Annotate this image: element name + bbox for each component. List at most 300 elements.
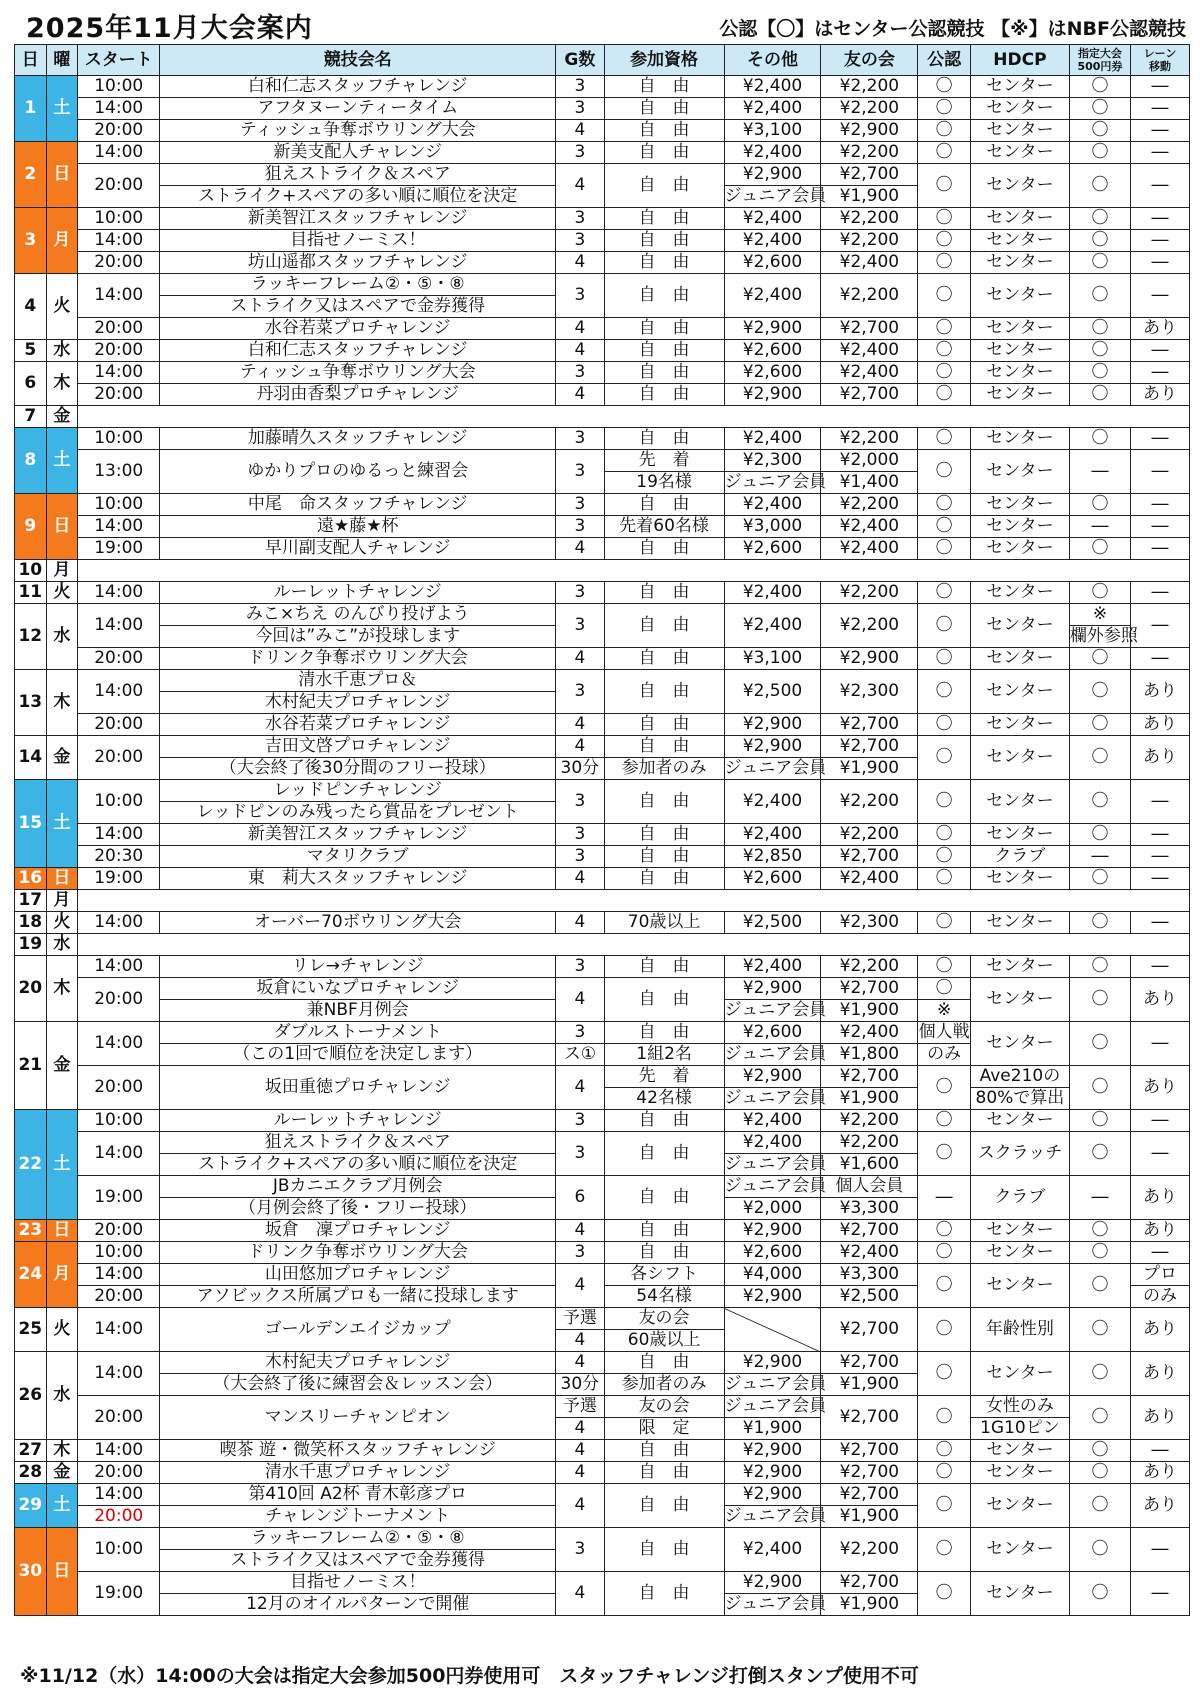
- table-cell: 自 由: [604, 538, 724, 560]
- table-row: [15, 340, 1190, 362]
- table-cell: 土: [46, 76, 78, 142]
- table-cell: ¥2,900: [724, 1352, 821, 1374]
- table-cell: 自 由: [604, 164, 724, 208]
- table-cell: ストライク又はスペアで金券獲得: [160, 296, 556, 318]
- table-cell: のみ: [1130, 1286, 1189, 1308]
- table-cell: 日: [46, 1528, 78, 1616]
- table-cell: 26: [15, 1352, 47, 1440]
- table-cell: センター: [970, 604, 1069, 648]
- table-cell: ¥3,100: [724, 648, 821, 670]
- table-cell: 3: [556, 582, 604, 604]
- table-cell: ―: [1130, 1440, 1189, 1462]
- table-cell: 20:00: [78, 252, 160, 274]
- table-cell: ¥3,100: [724, 120, 821, 142]
- table-cell: 金: [46, 406, 78, 428]
- table-row: [15, 98, 1190, 120]
- table-cell: ―: [1130, 428, 1189, 450]
- table-cell: ¥2,400: [724, 1132, 821, 1154]
- table-cell: ―: [1130, 230, 1189, 252]
- table-cell: センター: [970, 142, 1069, 164]
- table-cell: 〇: [1069, 230, 1130, 252]
- table-cell: ―: [1069, 450, 1130, 494]
- table-cell: ¥1,900: [821, 1594, 918, 1616]
- table-cell: 〇: [918, 1220, 971, 1242]
- table-cell: 〇: [1069, 1066, 1130, 1110]
- table-cell: 先 着: [604, 1066, 724, 1088]
- header-member-fee: 友の会: [821, 45, 918, 76]
- table-cell: ―: [918, 1176, 971, 1220]
- table-cell: 4: [556, 1330, 604, 1352]
- table-cell: （大会終了後に練習会＆レッスン会）: [160, 1374, 556, 1396]
- table-cell: 14:00: [78, 1132, 160, 1176]
- table-cell: ¥2,400: [724, 230, 821, 252]
- table-cell: 第410回 A2杯 青木彰彦プロ: [160, 1484, 556, 1506]
- table-cell: 自 由: [604, 76, 724, 98]
- table-cell: 22: [15, 1110, 47, 1220]
- table-cell: 水谷若菜プロチャレンジ: [160, 714, 556, 736]
- table-cell: ―: [1130, 846, 1189, 868]
- table-cell: 水: [46, 934, 78, 956]
- table-cell: 14:00: [78, 1440, 160, 1462]
- table-cell: ¥1,800: [821, 1044, 918, 1066]
- table-cell: 20:00: [78, 1286, 160, 1308]
- header-weekday: 曜: [46, 45, 78, 76]
- table-cell: ¥2,400: [724, 780, 821, 824]
- table-cell: 木村紀夫プロチャレンジ: [160, 692, 556, 714]
- table-cell: 〇: [1069, 648, 1130, 670]
- table-cell: 予選: [556, 1396, 604, 1418]
- table-cell: 白和仁志スタッフチャレンジ: [160, 76, 556, 98]
- table-cell: センター: [970, 1462, 1069, 1484]
- table-cell: 参加者のみ: [604, 1374, 724, 1396]
- table-cell: センター: [970, 714, 1069, 736]
- table-row: [15, 1396, 1190, 1418]
- table-cell: 〇: [1069, 1022, 1130, 1066]
- table-cell: チャレンジトーナメント: [160, 1506, 556, 1528]
- table-cell: 自 由: [604, 1484, 724, 1528]
- table-cell: あり: [1130, 714, 1189, 736]
- table-cell: 14:00: [78, 274, 160, 318]
- table-cell: クラブ: [970, 1176, 1069, 1220]
- table-cell: ―: [1130, 252, 1189, 274]
- table-cell: ¥3,000: [724, 516, 821, 538]
- table-cell: 20:00: [78, 648, 160, 670]
- table-cell: センター: [970, 538, 1069, 560]
- table-cell: 14:00: [78, 956, 160, 978]
- table-cell: ¥2,900: [724, 1220, 821, 1242]
- table-cell: ¥2,400: [821, 868, 918, 890]
- table-cell: 友の会: [604, 1308, 724, 1330]
- table-cell: 14:00: [78, 604, 160, 648]
- table-cell: 3: [556, 1132, 604, 1176]
- table-cell: 14:00: [78, 98, 160, 120]
- table-cell: 〇: [918, 1440, 971, 1462]
- table-cell: センター: [970, 120, 1069, 142]
- table-cell: のみ: [918, 1044, 971, 1066]
- table-row: [15, 956, 1190, 978]
- table-cell: 14:00: [78, 1484, 160, 1506]
- table-cell: レッドピンのみ残ったら賞品をプレゼント: [160, 802, 556, 824]
- table-cell: センター: [970, 76, 1069, 98]
- table-cell: 14:00: [78, 1264, 160, 1286]
- table-row: [15, 1220, 1190, 1242]
- table-cell: 〇: [1069, 1396, 1130, 1440]
- table-cell: ¥2,200: [821, 428, 918, 450]
- table-cell: ¥2,400: [724, 274, 821, 318]
- footer-note: ※11/12（水）14:00の大会は指定大会参加500円券使用可 スタッフチャレンジ打倒スタンプ使用不可: [20, 1665, 919, 1687]
- table-cell: ¥2,400: [821, 252, 918, 274]
- table-cell: 坂倉にいなプロチャレンジ: [160, 978, 556, 1000]
- table-cell: あり: [1130, 736, 1189, 780]
- table-cell: マタリクラブ: [160, 846, 556, 868]
- table-cell: 〇: [918, 1066, 971, 1110]
- table-cell: ¥1,900: [821, 186, 918, 208]
- table-cell: ¥2,400: [821, 362, 918, 384]
- table-cell: 〇: [1069, 494, 1130, 516]
- table-row: [15, 736, 1190, 758]
- table-cell: 〇: [918, 142, 971, 164]
- table-cell: 木村紀夫プロチャレンジ: [160, 1352, 556, 1374]
- table-cell: 23: [15, 1220, 47, 1242]
- table-cell: 14:00: [78, 1308, 160, 1352]
- table-cell: 清水千恵プロ＆: [160, 670, 556, 692]
- table-cell: センター: [970, 1264, 1069, 1308]
- table-cell: 〇: [918, 230, 971, 252]
- table-cell: あり: [1130, 1220, 1189, 1242]
- table-cell: Ave210の: [970, 1066, 1069, 1088]
- table-cell: あり: [1130, 384, 1189, 406]
- table-cell: 〇: [1069, 1242, 1130, 1264]
- table-cell: 19: [15, 934, 47, 956]
- table-cell: ¥2,600: [724, 538, 821, 560]
- table-cell: ¥2,400: [724, 142, 821, 164]
- table-row: [15, 604, 1190, 626]
- table-cell: ¥2,000: [821, 450, 918, 472]
- table-cell: 坊山遥都スタッフチャレンジ: [160, 252, 556, 274]
- table-cell: 3: [556, 98, 604, 120]
- table-cell: 〇: [1069, 978, 1130, 1022]
- table-cell: 日: [46, 142, 78, 208]
- table-cell: 自 由: [604, 604, 724, 648]
- table-cell: 6: [15, 362, 47, 406]
- table-cell: ―: [1130, 538, 1189, 560]
- table-cell: 新美智江スタッフチャレンジ: [160, 208, 556, 230]
- table-cell: 3: [556, 516, 604, 538]
- table-cell: 〇: [1069, 164, 1130, 208]
- table-cell: 自 由: [604, 142, 724, 164]
- table-cell: 10:00: [78, 76, 160, 98]
- table-cell: 〇: [1069, 1220, 1130, 1242]
- certification-notice: 公認【〇】はセンター公認競技 【※】はNBF公認競技: [719, 18, 1186, 40]
- table-cell: ストライク+スペアの多い順に順位を決定: [160, 1154, 556, 1176]
- table-cell: 〇: [1069, 428, 1130, 450]
- table-cell: ¥2,500: [724, 912, 821, 934]
- title-bar: [18, 6, 1186, 44]
- table-cell: 火: [46, 274, 78, 340]
- table-cell: 19:00: [78, 1176, 160, 1220]
- table-cell: 〇: [1069, 956, 1130, 978]
- table-cell: 目指せノーミス！: [160, 230, 556, 252]
- table-cell: ¥2,900: [724, 318, 821, 340]
- table-cell: ¥2,400: [724, 582, 821, 604]
- table-cell: ¥2,700: [821, 318, 918, 340]
- table-cell: 〇: [918, 604, 971, 648]
- table-cell: 4: [556, 736, 604, 758]
- table-cell: ¥2,200: [821, 780, 918, 824]
- table-cell: 5: [15, 340, 47, 362]
- table-row: [15, 648, 1190, 670]
- table-cell: 〇: [918, 582, 971, 604]
- table-cell: ¥2,600: [724, 1022, 821, 1044]
- table-cell: センター: [970, 780, 1069, 824]
- table-cell: 60歳以上: [604, 1330, 724, 1352]
- table-row: [15, 780, 1190, 802]
- table-cell: ジュニア会員: [724, 758, 827, 778]
- table-cell: ¥2,850: [724, 846, 821, 868]
- table-cell: 4: [15, 274, 47, 340]
- table-cell: 3: [556, 450, 604, 494]
- table-cell: ¥2,200: [821, 956, 918, 978]
- table-cell: 中尾 命スタッフチャレンジ: [160, 494, 556, 516]
- table-cell: 自 由: [604, 340, 724, 362]
- table-cell: 新美支配人チャレンジ: [160, 142, 556, 164]
- table-cell: 〇: [918, 252, 971, 274]
- table-cell: ¥2,400: [724, 824, 821, 846]
- table-cell: 早川副支配人チャレンジ: [160, 538, 556, 560]
- table-cell: センター: [970, 670, 1069, 714]
- table-cell: 42名様: [604, 1088, 724, 1110]
- header-certified: 公認: [918, 45, 971, 76]
- table-cell: ドリンク争奪ボウリング大会: [160, 1242, 556, 1264]
- table-cell: ―: [1130, 516, 1189, 538]
- table-cell: 自 由: [604, 956, 724, 978]
- table-cell: 〇: [1069, 76, 1130, 98]
- table-cell: ※: [1069, 604, 1130, 626]
- table-cell: 14: [15, 736, 47, 780]
- table-cell: 日: [46, 868, 78, 890]
- table-cell: 19:00: [78, 868, 160, 890]
- table-cell: （この1回で順位を決定します）: [160, 1044, 556, 1066]
- table-cell: ¥2,700: [821, 846, 918, 868]
- table-cell: 木: [46, 670, 78, 736]
- table-cell: （大会終了後30分間のフリー投球）: [160, 758, 556, 780]
- table-cell: 20: [15, 956, 47, 1022]
- table-cell: 〇: [918, 824, 971, 846]
- table-row: [15, 1352, 1190, 1374]
- table-cell: ジュニア会員: [724, 1396, 827, 1416]
- table-cell: 10:00: [78, 1528, 160, 1572]
- table-cell: ¥2,900: [724, 164, 821, 186]
- table-cell: 8: [15, 428, 47, 494]
- table-cell: センター: [970, 208, 1069, 230]
- table-row: [15, 868, 1190, 890]
- table-cell: 3: [556, 824, 604, 846]
- header-eligibility: 参加資格: [604, 45, 724, 76]
- table-cell: 自 由: [604, 1462, 724, 1484]
- table-cell: 〇: [918, 1352, 971, 1396]
- table-cell: ―: [1130, 340, 1189, 362]
- table-cell: 個人戦: [918, 1022, 970, 1042]
- table-cell: あり: [1130, 1396, 1189, 1440]
- table-cell: 14:00: [78, 516, 160, 538]
- header-hdcp: HDCP: [970, 45, 1069, 76]
- table-body: [15, 76, 1190, 1616]
- table-cell: 4: [556, 1440, 604, 1462]
- table-cell: [78, 406, 1190, 428]
- table-cell: 〇: [1069, 1462, 1130, 1484]
- table-cell: ―: [1130, 120, 1189, 142]
- table-cell: 〇: [918, 670, 971, 714]
- table-cell: アフタヌーンティータイム: [160, 98, 556, 120]
- table-cell: 〇: [1069, 252, 1130, 274]
- table-cell: 火: [46, 912, 78, 934]
- table-cell: スクラッチ: [970, 1132, 1069, 1176]
- table-cell: 3: [556, 1110, 604, 1132]
- table-cell: あり: [1130, 1352, 1189, 1396]
- table-cell: ジュニア会員: [724, 472, 827, 492]
- table-row: [15, 516, 1190, 538]
- table-cell: ※: [918, 1000, 971, 1022]
- table-cell: 4: [556, 1572, 604, 1616]
- table-cell: 自 由: [604, 1022, 724, 1044]
- table-cell: ¥2,400: [724, 604, 821, 648]
- table-cell: 80%で算出: [970, 1088, 1069, 1110]
- table-cell: 4: [556, 538, 604, 560]
- table-cell: ¥1,900: [821, 1506, 918, 1528]
- table-cell: 〇: [918, 274, 971, 318]
- table-cell: 目指せノーミス！: [160, 1572, 556, 1594]
- table-cell: ¥2,200: [821, 76, 918, 98]
- table-cell: 20:00: [78, 1066, 160, 1110]
- table-row: [15, 538, 1190, 560]
- table-cell: 29: [15, 1484, 47, 1528]
- table-row: [15, 1528, 1190, 1550]
- table-cell: 30: [15, 1528, 47, 1616]
- table-cell: ジュニア会員: [724, 1506, 827, 1526]
- table-cell: ¥2,700: [821, 1462, 918, 1484]
- table-cell: 4: [556, 1264, 604, 1308]
- table-cell: 1組2名: [604, 1044, 724, 1066]
- table-cell: センター: [970, 824, 1069, 846]
- table-cell: ¥1,900: [821, 1000, 918, 1022]
- table-cell: ¥2,500: [724, 670, 821, 714]
- table-cell: 自 由: [604, 582, 724, 604]
- table-cell: ―: [1130, 824, 1189, 846]
- table-cell: 54名様: [604, 1286, 724, 1308]
- table-cell: 自 由: [604, 1572, 724, 1616]
- table-cell: 自 由: [604, 978, 724, 1022]
- table-cell: 〇: [918, 538, 971, 560]
- table-cell: ―: [1130, 142, 1189, 164]
- table-cell: 19:00: [78, 538, 160, 560]
- table-row: [15, 362, 1190, 384]
- table-cell: 月: [46, 560, 78, 582]
- table-cell: 自 由: [604, 1220, 724, 1242]
- table-cell: ¥2,400: [821, 538, 918, 560]
- table-cell: 〇: [1069, 670, 1130, 714]
- table-cell: ¥2,200: [821, 1528, 918, 1572]
- table-cell: 丹羽由香梨プロチャレンジ: [160, 384, 556, 406]
- table-cell: ¥2,400: [724, 428, 821, 450]
- table-cell: 〇: [918, 1264, 971, 1308]
- table-cell: 自 由: [604, 1242, 724, 1264]
- table-cell: [78, 890, 1190, 912]
- table-cell: ストライク又はスペアで金券獲得: [160, 1550, 556, 1572]
- table-cell: ¥2,600: [724, 362, 821, 384]
- table-cell: 木: [46, 362, 78, 406]
- table-cell: 3: [556, 428, 604, 450]
- table-row: [15, 978, 1190, 1000]
- table-cell: ¥2,400: [724, 494, 821, 516]
- table-row: [15, 318, 1190, 340]
- table-cell: ¥1,900: [821, 758, 918, 780]
- table-cell: ¥2,700: [821, 384, 918, 406]
- table-cell: 〇: [1069, 736, 1130, 780]
- table-cell: センター: [970, 164, 1069, 208]
- table-cell: 自 由: [604, 868, 724, 890]
- table-cell: ―: [1130, 604, 1189, 648]
- table-row: [15, 208, 1190, 230]
- table-cell: ―: [1130, 1572, 1189, 1616]
- table-cell: 〇: [918, 516, 971, 538]
- table-cell: センター: [970, 868, 1069, 890]
- table-cell: 19:00: [78, 1572, 160, 1616]
- table-cell: ラッキーフレーム②・⑤・⑧: [160, 1528, 556, 1550]
- table-cell: ¥2,900: [724, 978, 821, 1000]
- table-cell: 4: [556, 868, 604, 890]
- table-cell: 〇: [1069, 142, 1130, 164]
- header-other-fee: その他: [724, 45, 821, 76]
- table-cell: 4: [556, 318, 604, 340]
- table-cell: ¥2,600: [724, 340, 821, 362]
- table-cell: ¥2,000: [724, 1198, 821, 1220]
- table-cell: 〇: [918, 780, 971, 824]
- table-cell: 4: [556, 384, 604, 406]
- table-cell: ¥2,300: [821, 912, 918, 934]
- table-cell: 自 由: [604, 1528, 724, 1572]
- table-cell: 〇: [918, 384, 971, 406]
- table-cell: 自 由: [604, 230, 724, 252]
- table-cell: 4: [556, 1462, 604, 1484]
- table-cell: 10:00: [78, 428, 160, 450]
- table-cell: センター: [970, 956, 1069, 978]
- table-cell: 自 由: [604, 846, 724, 868]
- table-cell: ¥2,600: [724, 868, 821, 890]
- table-cell: 〇: [1069, 1132, 1130, 1176]
- table-cell: 〇: [1069, 362, 1130, 384]
- table-cell: ¥2,200: [821, 1110, 918, 1132]
- table-cell: センター: [970, 1572, 1069, 1616]
- table-row: [15, 1484, 1190, 1506]
- table-cell: ―: [1130, 1242, 1189, 1264]
- table-cell: 月: [46, 208, 78, 274]
- table-cell: 4: [556, 1066, 604, 1110]
- table-cell: 予選: [556, 1308, 604, 1330]
- table-cell: 水谷若菜プロチャレンジ: [160, 318, 556, 340]
- table-row: [15, 252, 1190, 274]
- table-cell: 自 由: [604, 1352, 724, 1374]
- table-cell: 〇: [1069, 1572, 1130, 1616]
- table-cell: ¥2,400: [821, 1242, 918, 1264]
- table-cell: ¥1,400: [821, 472, 918, 494]
- table-cell: ¥2,900: [821, 120, 918, 142]
- table-cell: 自 由: [604, 98, 724, 120]
- table-cell: 〇: [918, 978, 971, 1000]
- table-cell: 20:00: [78, 736, 160, 780]
- table-cell: リレ→チャレンジ: [160, 956, 556, 978]
- table-cell: 土: [46, 1484, 78, 1528]
- table-cell: 火: [46, 1308, 78, 1352]
